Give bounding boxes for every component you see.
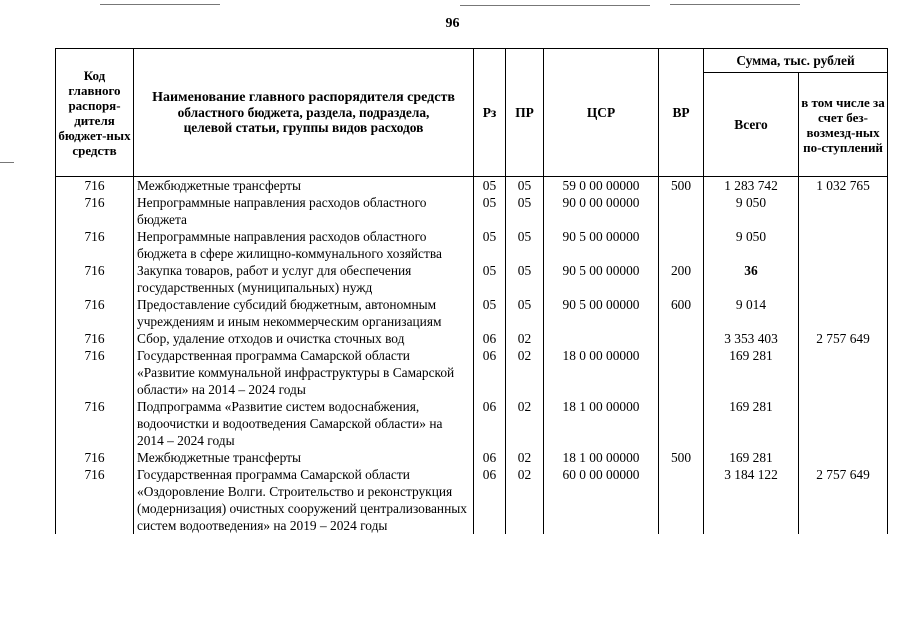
table-row — [56, 347, 888, 398]
cell-pr: 05 — [506, 194, 544, 228]
scan-artifact — [0, 162, 14, 163]
cell-pr: 02 — [506, 466, 544, 534]
cell-csr — [544, 330, 659, 347]
scan-artifact — [460, 5, 650, 6]
cell-name: Подпрограмма «Развитие систем водоснабжения, водоочистки и водоотведения Самарской области» на 2014 – 2024 годы — [134, 398, 474, 449]
cell-name: Предоставление субсидий бюджетным, автономным учреждениям и иным некоммерческим организациям — [134, 296, 474, 330]
table-row — [56, 194, 888, 228]
table-row — [56, 466, 888, 534]
cell-incl — [799, 228, 888, 262]
cell-name: Государственная программа Самарской области «Развитие коммунальной инфраструктуры в Самарской области» на 2014 – 2024 годы — [134, 347, 474, 398]
table-row — [56, 177, 888, 195]
header-csr: ЦСР — [544, 49, 659, 177]
cell-rz: 06 — [474, 398, 506, 449]
cell-incl — [799, 347, 888, 398]
cell-incl: 1 032 765 — [799, 177, 888, 195]
cell-code: 716 — [56, 466, 134, 534]
cell-pr: 02 — [506, 347, 544, 398]
cell-incl — [799, 296, 888, 330]
cell-csr: 90 0 00 00000 — [544, 194, 659, 228]
cell-incl: 2 757 649 — [799, 330, 888, 347]
cell-rz: 05 — [474, 228, 506, 262]
cell-csr: 60 0 00 00000 — [544, 466, 659, 534]
table-row — [56, 449, 888, 466]
cell-vr — [659, 398, 704, 449]
header-name — [134, 49, 474, 177]
cell-rz: 06 — [474, 330, 506, 347]
cell-rz: 06 — [474, 466, 506, 534]
header-name-line3: целевой статьи, группы видов расходов — [183, 120, 424, 135]
header-pr: ПР — [506, 49, 544, 177]
cell-pr: 05 — [506, 296, 544, 330]
cell-pr: 02 — [506, 398, 544, 449]
cell-vr — [659, 466, 704, 534]
header-sum-group: Сумма, тыс. рублей — [704, 49, 888, 73]
cell-rz: 05 — [474, 262, 506, 296]
cell-vr: 500 — [659, 177, 704, 195]
cell-total: 169 281 — [704, 449, 799, 466]
cell-incl — [799, 398, 888, 449]
cell-code: 716 — [56, 330, 134, 347]
cell-vr: 200 — [659, 262, 704, 296]
cell-csr: 18 0 00 00000 — [544, 347, 659, 398]
cell-csr: 90 5 00 00000 — [544, 228, 659, 262]
cell-total: 9 050 — [704, 194, 799, 228]
cell-rz: 05 — [474, 296, 506, 330]
header-vr: ВР — [659, 49, 704, 177]
cell-pr: 02 — [506, 449, 544, 466]
scan-artifact — [670, 4, 800, 5]
page-number: 96 — [445, 16, 460, 31]
scan-artifact — [100, 4, 220, 5]
header-incl: в том числе за счет без-возмезд-ных по-ступлений — [799, 73, 888, 177]
cell-total: 3 184 122 — [704, 466, 799, 534]
cell-code: 716 — [56, 177, 134, 195]
cell-vr — [659, 347, 704, 398]
cell-incl — [799, 262, 888, 296]
cell-code: 716 — [56, 449, 134, 466]
cell-vr — [659, 194, 704, 228]
cell-rz: 06 — [474, 347, 506, 398]
cell-vr — [659, 228, 704, 262]
cell-vr — [659, 330, 704, 347]
cell-vr: 600 — [659, 296, 704, 330]
cell-name: Сбор, удаление отходов и очистка сточных вод — [134, 330, 474, 347]
cell-total: 36 — [704, 262, 799, 296]
cell-incl — [799, 449, 888, 466]
cell-name: Государственная программа Самарской области «Оздоровление Волги. Строительство и реконструкция (модернизация) очистных сооружений централизованных систем водоотведения» на 2019 – 2024 годы — [134, 466, 474, 534]
table-row — [56, 228, 888, 262]
cell-rz: 05 — [474, 177, 506, 195]
cell-code: 716 — [56, 296, 134, 330]
header-code: Код главного распоря-дителя бюджет-ных средств — [56, 49, 134, 177]
header-rz: Рз — [474, 49, 506, 177]
cell-code: 716 — [56, 262, 134, 296]
cell-code: 716 — [56, 228, 134, 262]
cell-incl — [799, 194, 888, 228]
cell-csr: 18 1 00 00000 — [544, 398, 659, 449]
cell-incl: 2 757 649 — [799, 466, 888, 534]
cell-pr: 05 — [506, 228, 544, 262]
cell-total: 3 353 403 — [704, 330, 799, 347]
cell-name: Закупка товаров, работ и услуг для обеспечения государственных (муниципальных) нужд — [134, 262, 474, 296]
cell-csr: 90 5 00 00000 — [544, 296, 659, 330]
table-row — [56, 330, 888, 347]
cell-csr: 18 1 00 00000 — [544, 449, 659, 466]
cell-name: Межбюджетные трансферты — [134, 449, 474, 466]
header-name-line1: Наименование главного распорядителя средств — [152, 90, 455, 105]
header-total: Всего — [704, 73, 799, 177]
cell-code: 716 — [56, 347, 134, 398]
cell-csr: 59 0 00 00000 — [544, 177, 659, 195]
cell-vr: 500 — [659, 449, 704, 466]
cell-code: 716 — [56, 398, 134, 449]
table-body — [56, 177, 888, 535]
cell-csr: 90 5 00 00000 — [544, 262, 659, 296]
cell-pr: 05 — [506, 262, 544, 296]
header-name-line2: областного бюджета, раздела, подраздела, — [177, 105, 430, 120]
budget-table — [55, 48, 888, 534]
cell-name: Непрограммные направления расходов областного бюджета в сфере жилищно-коммунального хозяйства — [134, 228, 474, 262]
cell-total: 169 281 — [704, 347, 799, 398]
cell-total: 9 050 — [704, 228, 799, 262]
cell-pr: 05 — [506, 177, 544, 195]
cell-rz: 06 — [474, 449, 506, 466]
cell-rz: 05 — [474, 194, 506, 228]
cell-code: 716 — [56, 194, 134, 228]
table-row — [56, 398, 888, 449]
table-row — [56, 262, 888, 296]
cell-pr: 02 — [506, 330, 544, 347]
cell-total: 169 281 — [704, 398, 799, 449]
cell-total: 9 014 — [704, 296, 799, 330]
cell-name: Непрограммные направления расходов областного бюджета — [134, 194, 474, 228]
cell-total: 1 283 742 — [704, 177, 799, 195]
table-row — [56, 296, 888, 330]
cell-name: Межбюджетные трансферты — [134, 177, 474, 195]
